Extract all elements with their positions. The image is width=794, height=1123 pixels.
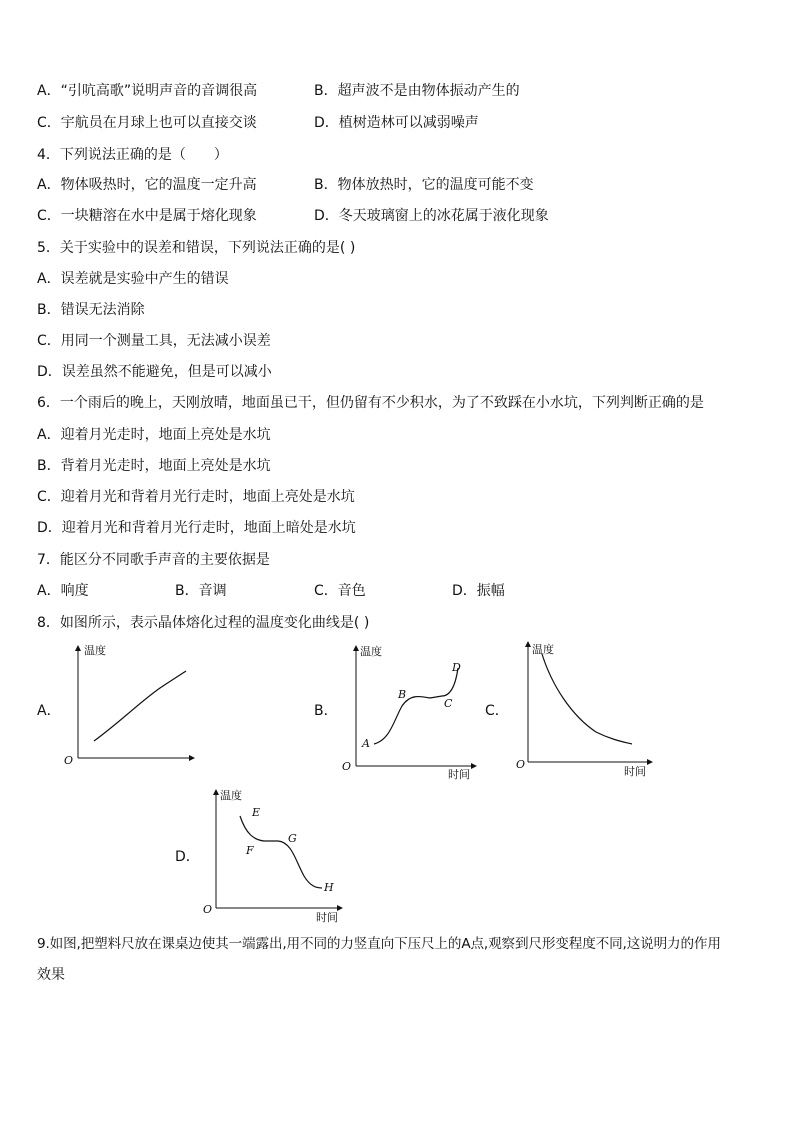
- point-h-label: H: [324, 881, 334, 894]
- q7-option-c: C．音色: [314, 583, 366, 599]
- q7-option-a: A．响度: [37, 583, 89, 599]
- y-axis-label: 温度: [360, 645, 382, 658]
- point-c-label: C: [444, 697, 453, 710]
- q8-stem: 8．如图所示，表示晶体熔化过程的温度变化曲线是( ): [37, 615, 370, 631]
- graph-d: [200, 786, 350, 926]
- q4-option-b: B．物体放热时，它的温度可能不变: [314, 177, 534, 193]
- q5-option-c: C．用同一个测量工具，无法减小误差: [37, 333, 271, 349]
- point-e-label: E: [252, 806, 261, 819]
- graph-b: [338, 640, 488, 780]
- graph-a-label: A．: [37, 703, 61, 719]
- x-axis-label: 时间: [448, 768, 470, 780]
- q4-option-d: D．冬天玻璃窗上的冰花属于液化现象: [314, 208, 549, 224]
- y-axis-label: 温度: [84, 644, 106, 657]
- q9-stem-line2: 效果: [37, 967, 65, 983]
- q7-option-d: D．振幅: [452, 583, 505, 599]
- q9-stem-line1: 9.如图,把塑料尺放在课桌边使其一端露出,用不同的力竖直向下压尺上的A点,观察到尺形变程度不同,这说明力的作用: [37, 936, 721, 952]
- q6-stem: 6．一个雨后的晚上，天刚放晴，地面虽已干，但仍留有不少积水，为了不致踩在小水坑，下列判断正确的是: [37, 395, 704, 411]
- temperature-curve: [542, 654, 632, 744]
- point-a-label: A: [362, 737, 370, 750]
- q7-stem: 7．能区分不同歌手声音的主要依据是: [37, 552, 270, 568]
- graph-c: [512, 636, 660, 782]
- q5-option-b: B．错误无法消除: [37, 302, 145, 318]
- q3-option-a: A．“引吭高歌”说明声音的音调很高: [37, 83, 258, 99]
- q4-option-c: C．一块糖溶在水中是属于熔化现象: [37, 208, 257, 224]
- graph-a: [60, 640, 200, 770]
- x-axis-label: 时间: [316, 911, 338, 924]
- point-b-label: B: [398, 688, 407, 701]
- q6-option-b: B．背着月光走时，地面上亮处是水坑: [37, 458, 271, 474]
- q3-option-b: B．超声波不是由物体振动产生的: [314, 83, 520, 99]
- q3-option-c: C．宇航员在月球上也可以直接交谈: [37, 115, 257, 131]
- origin-label: O: [203, 903, 213, 916]
- q5-option-a: A．误差就是实验中产生的错误: [37, 271, 229, 287]
- q3-option-d: D．植树造林可以减弱噪声: [314, 115, 479, 131]
- q4-option-a: A．物体吸热时，它的温度一定升高: [37, 177, 257, 193]
- origin-label: O: [342, 760, 352, 773]
- graph-b-label: B．: [314, 703, 338, 719]
- q7-option-b: B．音调: [175, 583, 227, 599]
- graph-d-label: D．: [175, 849, 200, 865]
- x-axis-label: 时间: [624, 765, 646, 778]
- temperature-curve: [94, 671, 186, 741]
- y-axis-label: 温度: [532, 643, 554, 656]
- q5-option-d: D．误差虽然不能避免，但是可以减小: [37, 364, 272, 380]
- q6-option-d: D．迎着月光和背着月光行走时，地面上暗处是水坑: [37, 520, 356, 536]
- y-axis-label: 温度: [220, 789, 242, 802]
- point-g-label: G: [288, 832, 297, 845]
- q5-stem: 5．关于实验中的误差和错误，下列说法正确的是( ): [37, 240, 356, 256]
- q4-stem: 4．下列说法正确的是（ ）: [37, 147, 228, 163]
- q6-option-a: A．迎着月光走时，地面上亮处是水坑: [37, 427, 271, 443]
- origin-label: O: [516, 758, 526, 771]
- q6-option-c: C．迎着月光和背着月光行走时，地面上亮处是水坑: [37, 489, 355, 505]
- point-f-label: F: [246, 844, 254, 857]
- origin-label: O: [64, 754, 74, 767]
- graph-c-label: C．: [485, 703, 509, 719]
- point-d-label: D: [452, 661, 461, 674]
